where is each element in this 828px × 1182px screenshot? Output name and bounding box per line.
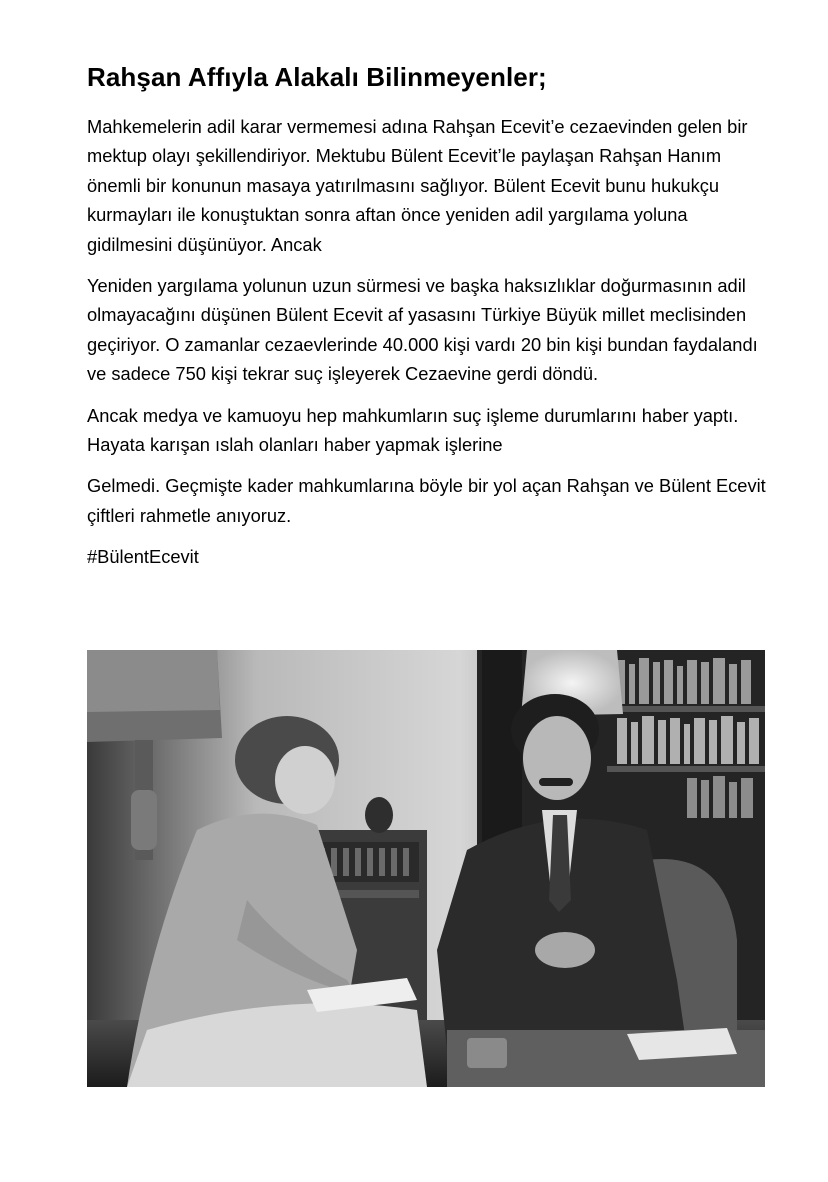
article-hashtag: #BülentEcevit bbox=[87, 546, 199, 568]
article bbox=[87, 60, 777, 571]
photo-illustration bbox=[87, 650, 765, 1087]
article-paragraph-2: Yeniden yargılama yolunun uzun sürmesi ve başka haksızlıklar doğurmasının adil olmayacağını düşünen Bülent Ecevit af yasasını Türkiye Büyük millet meclisinden geçiriyor. O zamanlar cezaevlerinde 40.000 kişi vardı 20 bin kişi bundan faydalandı ve sadece 750 kişi tekrar suç işleyerek Cezaevine gerdi döndü. bbox=[87, 275, 758, 385]
article-paragraph-1: Mahkemelerin adil karar vermemesi adına Rahşan Ecevit’e cezaevinden gelen bir mektup olayı şekillendiriyor. Mektubu Bülent Ecevit’le paylaşan Rahşan Hanım önemli bir konunun masaya yatırılmasını sağlıyor. Bülent Ecevit bunu hukukçu kurmayları ile konuştuktan sonra aftan önce yeniden adil yargılama yoluna gidilmesini düşünüyor. Ancak bbox=[87, 116, 748, 255]
table bbox=[447, 1028, 765, 1087]
article-photo bbox=[87, 650, 765, 1087]
article-title: Rahşan Affıyla Alakalı Bilinmeyenler; bbox=[87, 62, 547, 92]
article-paragraph-4: Gelmedi. Geçmişte kader mahkumlarına böyle bir yol açan Rahşan ve Bülent Ecevit çiftleri rahmetle anıyoruz. bbox=[87, 475, 766, 526]
article-paragraph-3: Ancak medya ve kamuoyu hep mahkumların suç işleme durumlarını haber yaptı. Hayata karışan ıslah olanları haber yapmak işlerine bbox=[87, 404, 739, 456]
